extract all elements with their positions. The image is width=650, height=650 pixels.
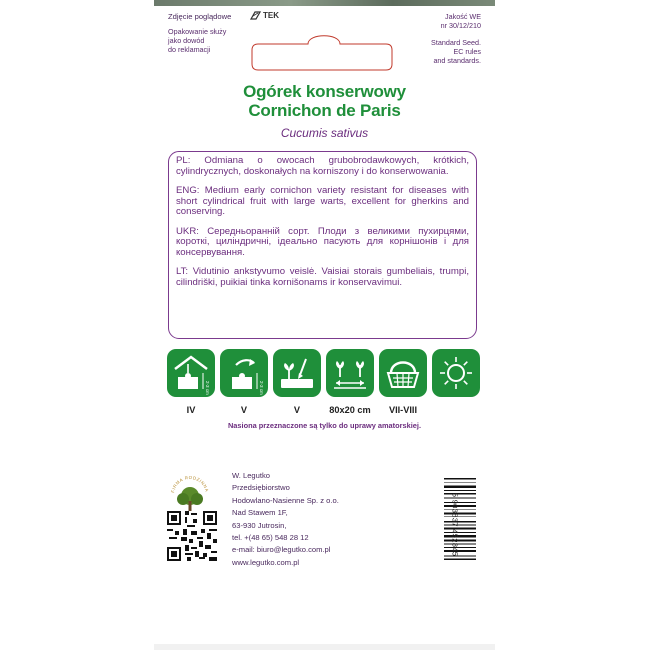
tek-leaf-icon [250,11,261,20]
company-legal-name: Hodowlano-Nasienne Sp. z o.o. [232,495,339,505]
description-eng: ENG: Medium early cornichon variety resistant for diseases with short cylindrical fruit with large warts, excellent for gherkins and conserving. [176,185,469,217]
quality-line: Jakość WE [445,12,481,21]
company-type: Przedsiębiorstwo [232,483,290,493]
standard-line: EC rules [453,47,481,56]
greenhouse-sowing-icon [167,349,215,397]
company-address [232,470,339,569]
sowing-depth-note: 2-3 cm [205,381,210,395]
harvest-basket-icon [379,349,427,397]
company-phone: tel. +(48 65) 548 28 12 [232,533,309,543]
product-title-fr: Cornichon de Paris [248,101,401,120]
complaint-proof-note [168,27,258,54]
cultivation-icons [167,349,482,399]
product-title-pl: Ogórek konserwowy [243,82,406,101]
quality-line: nr 30/12/210 [440,21,481,30]
harvest-months: VII-VIII [388,405,418,415]
quality-note [391,12,481,30]
logo-text: FIRMA RODZINNA [170,475,210,494]
sowing-depth-note: 2-3 cm [259,381,264,395]
bottom-strip [154,644,495,650]
top-photo-strip [154,0,495,6]
tek-label: TEK [263,11,279,20]
company-street: Nad Stawem 1F, [232,508,288,518]
barcode-number: 5 903837 452845 [450,492,460,557]
planting-out-icon [273,349,321,397]
description-pl: PL: Odmiana o owocach grubobrodawkowych, krótkich, cylindrycznych, doskonałych na korniszony i do konserwowania. [176,155,469,177]
qr-code-icon [167,511,217,561]
company-city: 63-930 Jutrosin, [232,520,287,530]
company-website: www.legutko.com.pl [232,557,300,567]
hang-tab-cutout [250,30,398,72]
seed-packet-back [154,0,495,650]
planting-out-month: V [293,405,301,415]
company-name: W. Legutko [232,471,270,480]
proof-line: jako dowód [168,36,205,45]
proof-line: do reklamacji [168,45,211,54]
tek-mark [250,11,279,20]
standard-note [391,38,481,65]
description-lt: LT: Vidutinio ankstyvumo veislė. Vaisiai storais gumbeliais, trumpi, cilindriški, puikiai tinka kornišonams ir konservavimui. [176,266,469,288]
sun-exposure-icon [432,349,480,397]
plant-spacing: 80x20 cm [329,405,371,415]
standard-line: and standards. [433,56,481,65]
field-sowing-icon [220,349,268,397]
greenhouse-sowing-month: IV [186,405,196,415]
proof-line: Opakowanie służy [168,27,227,36]
description-ukr: UKR: Середньоранній сорт. Плоди з великими пухирцями, короткі, циліндричні, ідеально пасують для корнішонів і для консервування. [176,225,469,258]
latin-name: Cucumis sativus [280,126,369,140]
description-box [168,151,477,339]
standard-line: Standard Seed. [431,38,481,47]
amateur-use-notice: Nasiona przeznaczone są tylko do uprawy amatorskiej. [227,421,422,430]
family-company-logo [168,475,212,515]
spacing-icon [326,349,374,397]
field-sowing-month: V [240,405,248,415]
company-email: e-mail: biuro@legutko.com.pl [232,545,331,555]
illustrative-photo-label: Zdjęcie poglądowe [168,12,232,21]
